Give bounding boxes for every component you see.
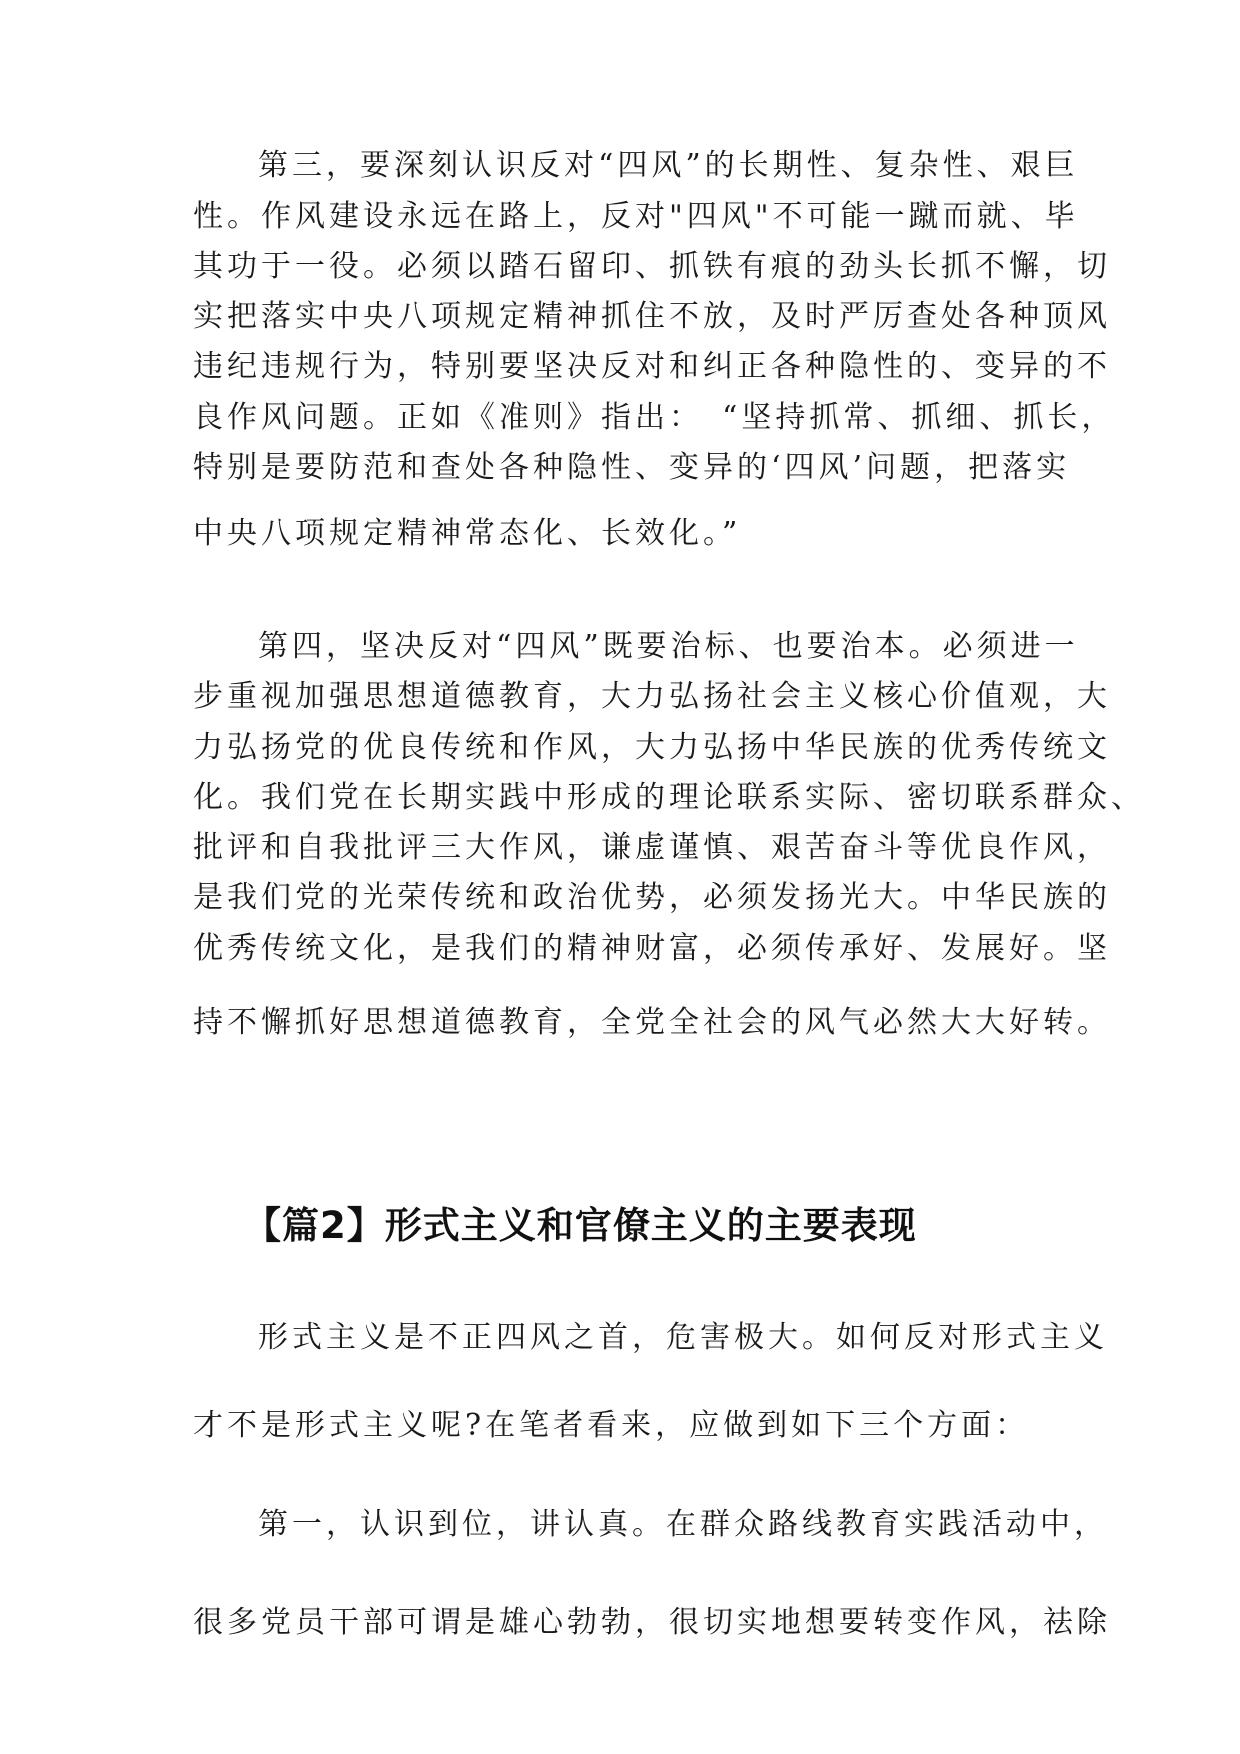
text-line: 很多党员干部可谓是雄心勃勃，很切实地想要转变作风，祛除 (193, 1605, 1111, 1640)
text-line: 其功于一役。必须以踏石留印、抓铁有痕的劲头长抓不懈，切 (193, 249, 1111, 284)
text-line: 良作风问题。正如《准则》指出： “坚持抓常、抓细、抓长， (193, 400, 1116, 435)
text-line: 性。作风建设永远在路上，反对"四风"不可能一蹴而就、毕 (193, 199, 1079, 234)
text-line: 优秀传统文化，是我们的精神财富，必须传承好、发展好。坚 (193, 931, 1111, 966)
text-line: 第一，认识到位，讲认真。在群众路线教育实践活动中， (258, 1507, 1108, 1542)
text-line: 第三，要深刻认识反对“四风”的长期性、复杂性、艰巨 (258, 148, 1079, 183)
text-line: 步重视加强思想道德教育，大力弘扬社会主义核心价值观，大 (193, 679, 1111, 714)
text-line: 化。我们党在长期实践中形成的理论联系实际、密切联系群众、 (193, 780, 1145, 815)
text-line: 第四，坚决反对“四风”既要治标、也要治本。必须进一 (258, 629, 1079, 664)
text-line: 持不懈抓好思想道德教育，全党全社会的风气必然大大好转。 (193, 1005, 1111, 1040)
text-line: 实把落实中央八项规定精神抓住不放，及时严厉查处各种顶风 (193, 299, 1111, 334)
text-line: 批评和自我批评三大作风，谦虚谨慎、艰苦奋斗等优良作风， (193, 830, 1111, 865)
text-line: 是我们党的光荣传统和政治优势，必须发扬光大。中华民族的 (193, 880, 1111, 915)
text-line: 特别是要防范和查处各种隐性、变异的‘四风’问题，把落实 (193, 450, 1071, 485)
section-heading: 【篇2】形式主义和官僚主义的主要表现 (244, 1204, 917, 1247)
text-line: 中央八项规定精神常态化、长效化。” (193, 516, 742, 551)
text-line: 违纪违规行为，特别要坚决反对和纠正各种隐性的、变异的不 (193, 349, 1111, 384)
text-line: 才不是形式主义呢?在笔者看来，应做到如下三个方面： (193, 1408, 1030, 1443)
text-line: 力弘扬党的优良传统和作风，大力弘扬中华民族的优秀传统文 (193, 730, 1111, 765)
text-line: 形式主义是不正四风之首，危害极大。如何反对形式主义 (258, 1320, 1108, 1355)
